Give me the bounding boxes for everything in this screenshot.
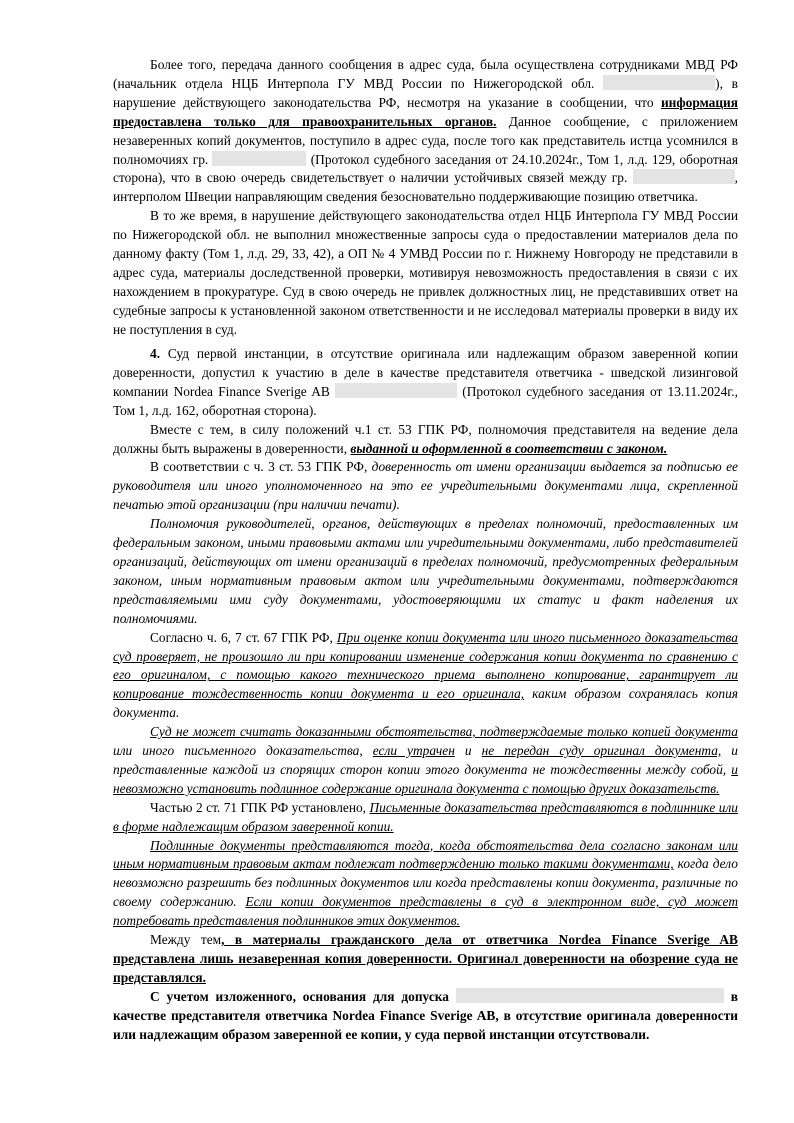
paragraph-art-71 [113, 799, 738, 837]
emphasis-bold-underline: информация предоставлена только для правоохранительных органов. [113, 94, 738, 129]
redacted-name [456, 988, 724, 1003]
quote-italic: или иного письменного доказательства, [113, 743, 373, 759]
paragraph-art-53-p1 [113, 421, 738, 459]
redacted-name [603, 75, 715, 90]
text-segment: Суд первой инстанции, в отсутствие оригинала или надлежащим образом заверенной копии доверенности, допустил к участию в деле в качестве представителя ответчика - шведской лизинговой компании Nordea Finance Sverige AB [113, 346, 738, 399]
paragraph-interpol-requests: В то же время, в нарушение действующего законодательства отдел НЦБ Интерпола ГУ МВД России по Нижегородской обл. не выполнил множественные запросы суда о предоставлении материалов дела по данному факту (Том 1, л.д. 29, 33, 42), а ОП № 4 УМВД России по г. Нижнему Новгороду не представили в адрес суда, материалы доследственной проверки, мотивируя невозможность предоставления в связи с их нахождением в прокуратуре. Суд в свою очередь не привлек должностных лиц, не представивших ответ на судебные запросы к установленной законом ответственности и не исследовал материалы проверки в виду их не поступления в суд. [113, 208, 738, 337]
paragraph-conclusion [113, 988, 738, 1045]
text-segment: , интерполом Швеции направляющим сведения безосновательно поддерживающие позицию ответчика. [113, 170, 738, 205]
quote-italic: когда дело невозможно разрешить без подлинных документов или когда представлены копии документа, различные по своему содержанию. [113, 856, 738, 910]
text-segment: (Протокол судебного заседания от 24.10.2024г., Том 1, л.д. 129, оборотная сторона), что в свою очередь свидетельствует о наличии устойчивых связей между гр. [113, 151, 738, 186]
paragraph-art-67 [113, 629, 738, 724]
emphasis-bold-italic-underline: выданной и оформленной в соответствии с законом. [350, 440, 668, 456]
text-segment: С учетом изложенного, основания для допуска [150, 988, 449, 1004]
text-segment: Более того, передача данного сообщения в адрес суда, была осуществлена сотрудниками МВД РФ (начальник отдела НЦБ Интерпола ГУ МВД России по Нижегородской обл. [113, 57, 738, 91]
text-segment: В соответствии с ч. 3 ст. 53 ГПК РФ, [150, 459, 372, 475]
paragraph-point-4 [113, 345, 738, 421]
text-segment: ), в нарушение действующего законодательства РФ, несмотря на указание в сообщении, что [113, 75, 738, 110]
quote-underline: не передан суду оригинал документа, [481, 743, 722, 759]
quote-italic-underline: При оценке копии документа или иного письменного доказательства суд проверяет, не произошло ли при копировании изменение содержания копии документа по сравнению с его оригиналом, с помощью какого технического приема выполнено копирование, гарантирует ли копирование тождественность копии документа и его оригинала, [113, 629, 738, 702]
quote-underline: и невозможно установить подлинное содержание оригинала документа с помощью других доказательств. [113, 761, 738, 796]
quote-italic: доверенность от имени организации выдается за подписью ее руководителя или иного уполномоченного на это ее учредительными документами лица, скрепленной печатью этой организации (при наличии печати). [113, 459, 738, 513]
emphasis-bold-underline: , в материалы гражданского дела от ответчика Nordea Finance Sverige AB представлена лишь незаверенная копия доверенности. Оригинал доверенности на обозрение суда не представлялся. [113, 932, 738, 985]
text-segment: Частью 2 ст. 71 ГПК РФ установлено, [150, 799, 370, 815]
text-segment: Согласно ч. 6, 7 ст. 67 ГПК РФ, [150, 629, 337, 645]
paragraph-original-documents [113, 837, 738, 932]
quote-underline: Если копии документов представлены в суд в электронном виде, суд может потребовать представления подлинников этих документов. [113, 894, 738, 929]
paragraph-meanwhile [113, 931, 738, 988]
paragraph-interpol-message [113, 56, 738, 207]
quote-underline: Подлинные документы представляются тогда, когда обстоятельства дела согласно законам или иным нормативным правовым актам подлежат подтверждению только такими документами, [113, 837, 738, 872]
quote-italic-underline: Письменные доказательства представляются в подлиннике или в форме надлежащим образом заверенной копии. [113, 799, 738, 834]
text-segment: в качестве представителя ответчика Nordea Finance Sverige AB, в отсутствие оригинала доверенности или надлежащим образом заверенной ее копии, у суда первой инстанции отсутствовали. [113, 988, 738, 1042]
paragraph-powers-quote: Полномочия руководителей, органов, действующих в пределах полномочий, предоставленных им федеральным законом, иными правовыми актами или учредительными документами, либо представителей организаций, действующих от имени организаций в пределах полномочий, предусмотренных федеральным законом, иным нормативным правовым актом или учредительными документами, подтверждаются представляемыми ими суду документами, удостоверяющими их статус и факт наделения их полномочиями. [113, 516, 738, 626]
redacted-name [335, 383, 457, 398]
text-segment: Данное сообщение, с приложением незаверенных копий документов, поступило в адрес суда, после того как представитель истца усомнился в полномочиях гр. [113, 113, 738, 167]
text-block-top [113, 56, 738, 340]
text-segment: Между тем [150, 932, 222, 948]
quote-italic: и представленные каждой из спорящих сторон копии этого документа не тождественны между собой, [113, 743, 738, 777]
point-number: 4. [150, 346, 161, 361]
quote-italic: и [454, 743, 482, 759]
paragraph-copies-evidence [113, 723, 738, 799]
text-segment: (Протокол судебного заседания от 13.11.2024г., Том 1, л.д. 162, оборотная сторона). [113, 383, 738, 418]
text-segment: Вместе с тем, в силу положений ч.1 ст. 53 ГПК РФ, полномочия представителя на ведение дела должны быть выражены в доверенности, [113, 421, 738, 456]
quote-italic: каким образом сохранялась копия документа. [113, 686, 738, 721]
text-block-bottom [113, 345, 738, 1045]
quote-underline: Суд не может считать доказанными обстоятельства, подтверждаемые только копией документа [150, 724, 738, 740]
redacted-name [212, 151, 306, 166]
quote-underline: если утрачен [372, 743, 455, 759]
paragraph-art-53-p3 [113, 458, 738, 515]
redacted-name [633, 169, 735, 184]
